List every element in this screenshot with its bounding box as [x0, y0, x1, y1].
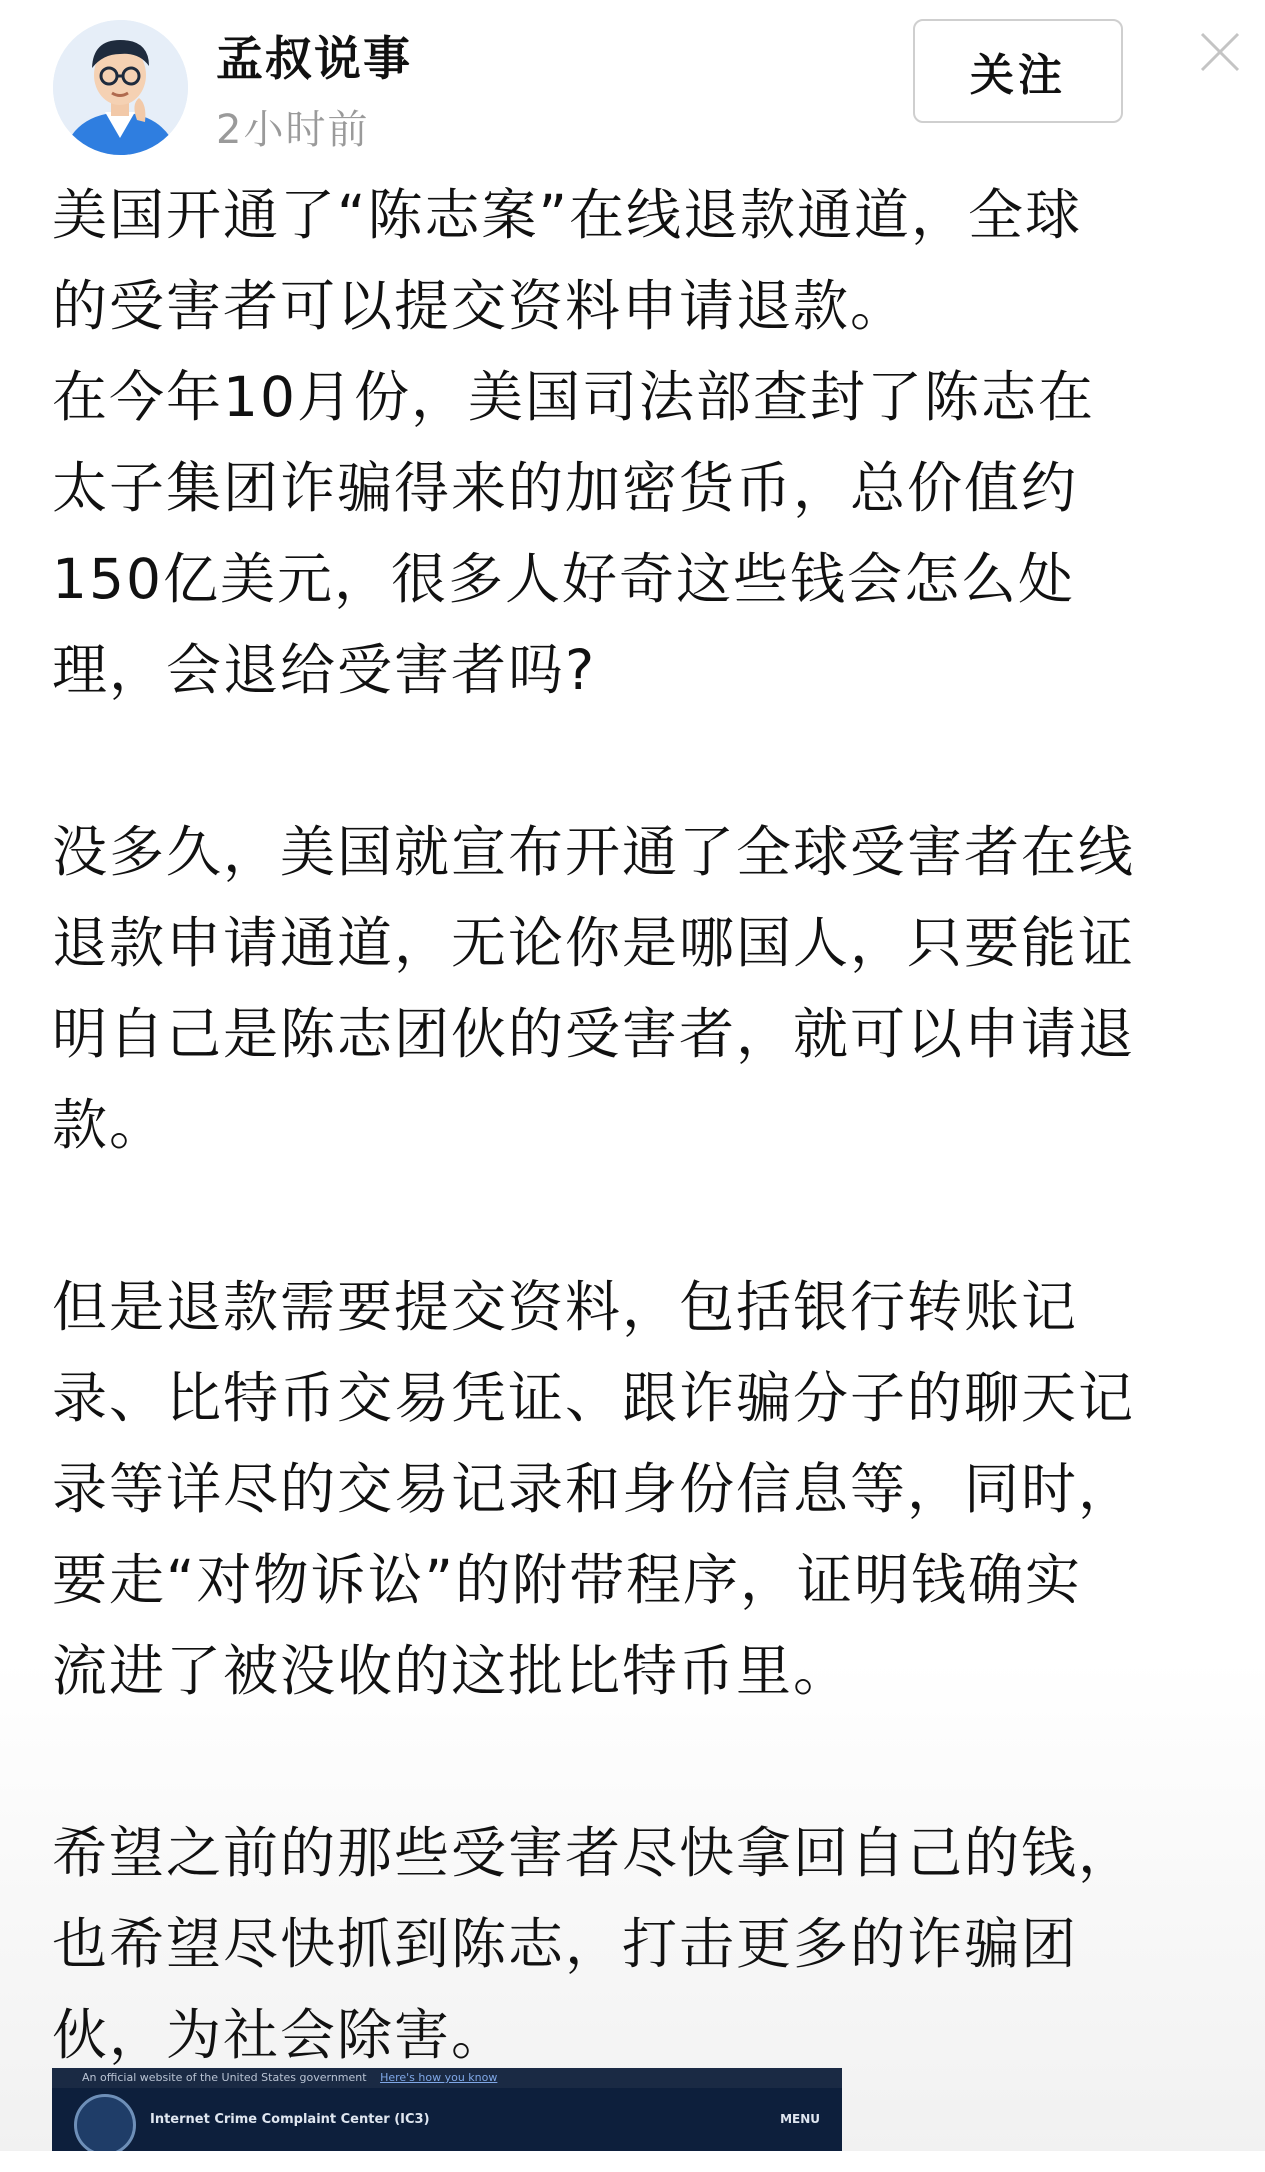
text-line: 要走“对物诉讼”的附带程序，证明钱确实 — [52, 1548, 1082, 1612]
author-name[interactable]: 孟叔说事 — [216, 32, 412, 87]
paragraph-announcement — [52, 807, 1247, 1171]
text-line: 理，会退给受害者吗? — [52, 638, 597, 702]
embed-banner-link: Here's how you know — [380, 2071, 498, 2084]
text-line: 的受害者可以提交资料申请退款。 — [52, 274, 908, 338]
avatar[interactable] — [53, 20, 188, 155]
text-line: 150亿美元，很多人好奇这些钱会怎么处 — [52, 547, 1075, 611]
follow-button[interactable]: 关注 — [913, 19, 1123, 123]
text-line: 美国开通了“陈志案”在线退款通道，全球 — [52, 183, 1082, 247]
embedded-screenshot[interactable] — [52, 2068, 842, 2151]
text-line: 款。 — [52, 1093, 167, 1157]
text-line: 没多久，美国就宣布开通了全球受害者在线 — [52, 820, 1136, 884]
text-line: 也希望尽快抓到陈志，打击更多的诈骗团 — [52, 1912, 1079, 1976]
paragraph-intro — [52, 170, 1247, 716]
text-line: 伙，为社会除害。 — [52, 2003, 509, 2067]
post-time: 2小时前 — [216, 107, 370, 153]
text-line: 录等详尽的交易记录和身份信息等，同时， — [52, 1457, 1136, 1521]
embed-gov-banner — [52, 2068, 842, 2088]
post-header — [0, 0, 1265, 170]
close-icon[interactable] — [1198, 30, 1242, 74]
seal-icon — [74, 2094, 136, 2151]
embed-menu-label: MENU — [780, 2112, 820, 2126]
paragraph-closing — [52, 1808, 1247, 2081]
text-line: 太子集团诈骗得来的加密货币，总价值约 — [52, 456, 1079, 520]
text-line: 在今年10月份，美国司法部查封了陈志在 — [52, 365, 1095, 429]
text-line: 但是退款需要提交资料，包括银行转账记 — [52, 1275, 1079, 1339]
embed-banner-text: An official website of the United States government — [82, 2071, 367, 2084]
text-line: 明自己是陈志团伙的受害者，就可以申请退 — [52, 1002, 1136, 1066]
text-line: 录、比特币交易凭证、跟诈骗分子的聊天记 — [52, 1366, 1136, 1430]
text-line: 流进了被没收的这批比特币里。 — [52, 1639, 851, 1703]
text-line: 希望之前的那些受害者尽快拿回自己的钱， — [52, 1821, 1136, 1885]
paragraph-requirements — [52, 1262, 1247, 1717]
text-line: 退款申请通道，无论你是哪国人，只要能证 — [52, 911, 1136, 975]
post-body — [52, 170, 1247, 2172]
embed-site-title: Internet Crime Complaint Center (IC3) — [150, 2112, 430, 2127]
